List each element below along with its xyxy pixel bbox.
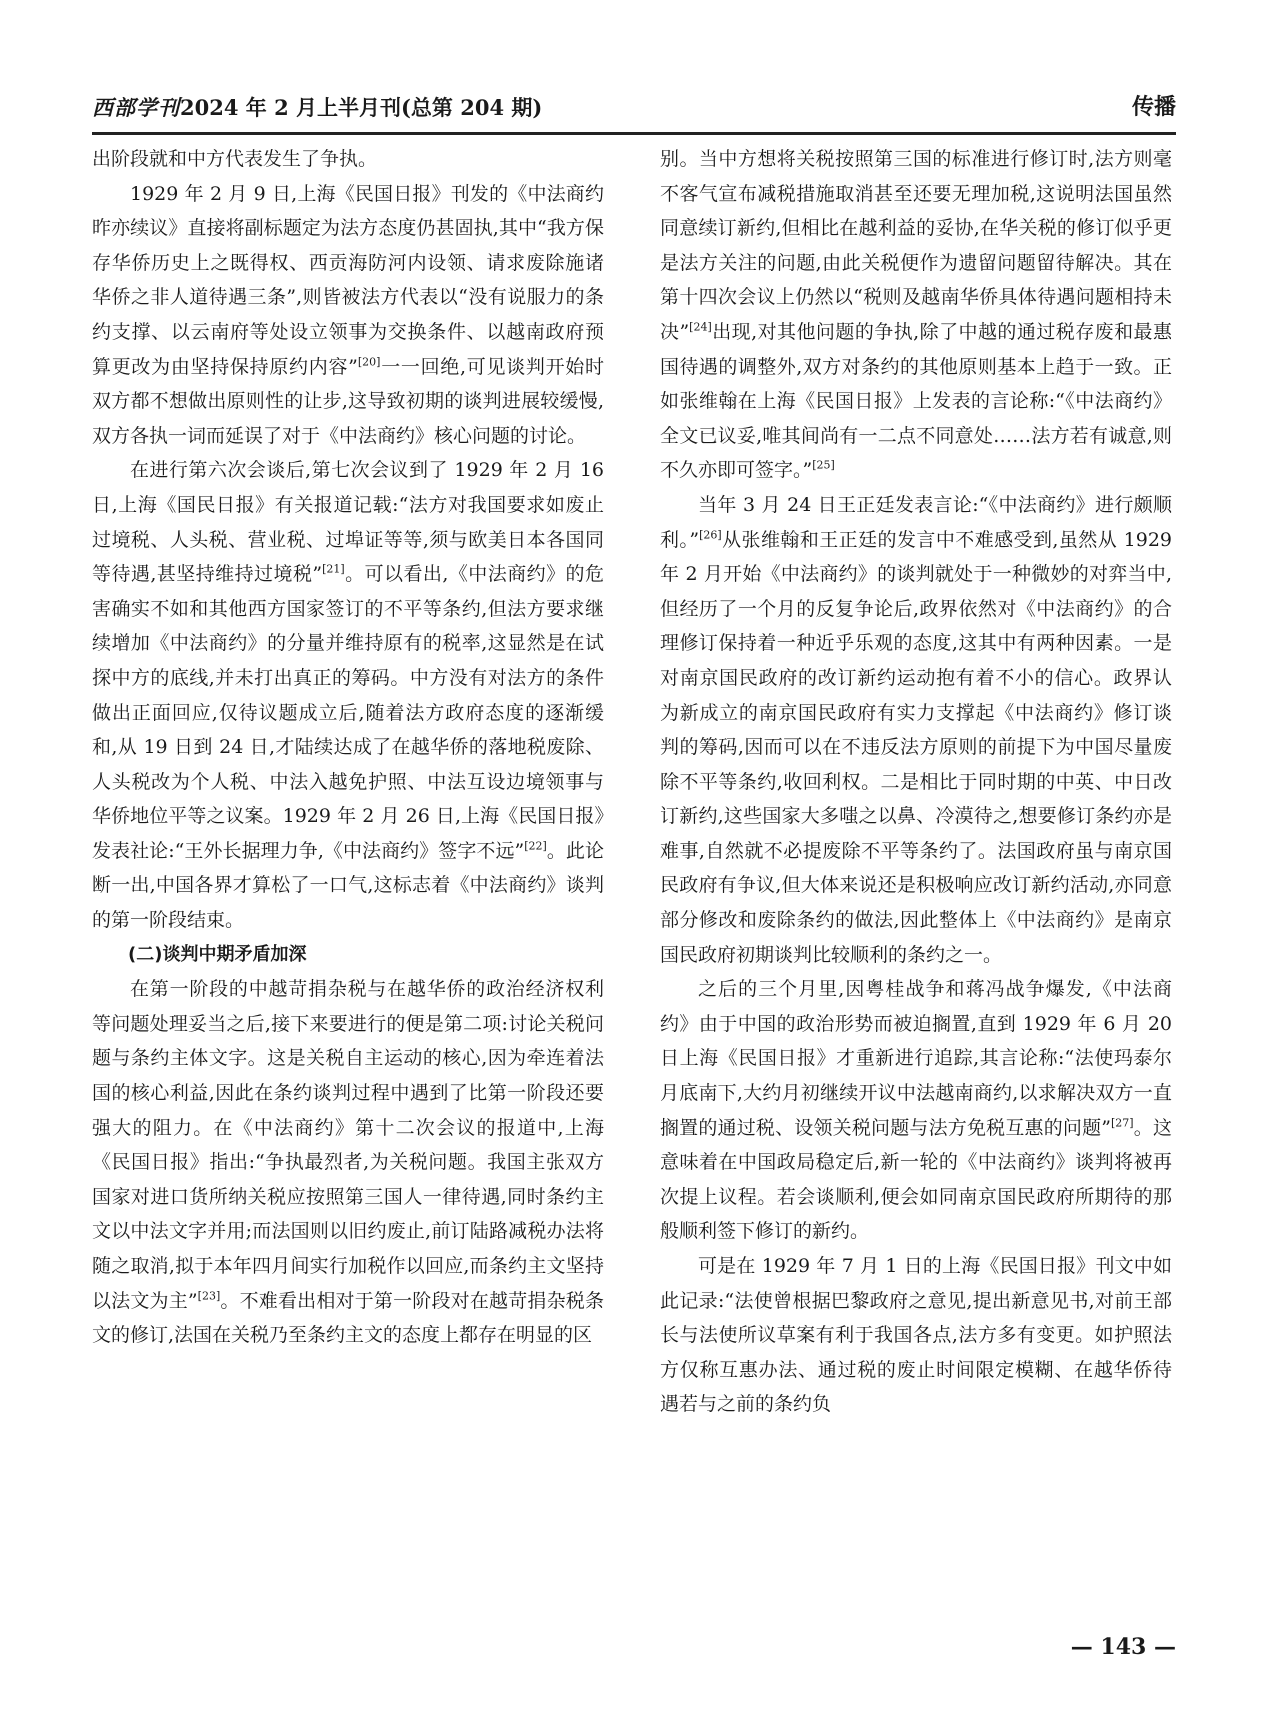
- section-title: 传播: [1131, 94, 1176, 120]
- issue-info: 2024 年 2 月上半月刊(总第 204 期): [180, 95, 543, 120]
- citation: [26]: [699, 528, 722, 542]
- citation: [23]: [197, 1289, 221, 1303]
- citation: [25]: [812, 459, 835, 473]
- paragraph: 出阶段就和中方代表发生了争执。: [92, 148, 378, 170]
- paragraph: 之后的三个月里,因粤桂战争和蒋冯战争爆发,《中法商约》由于中国的政治形势而被迫搁置,直到 1929 年 6 月 20 日上海《民国日报》才重新进行追踪,其言论称:“法使玛泰尔月底南下,大约月初继续开议中法越南商约,以求解决双方一直搁置的通过税、设领关税问题与法方免税互惠的问题”[27]。这意味着在中国政局稳定后,新一轮的《中法商约》谈判将被再次提上议程。若会谈顺利,便会如同南京国民政府所期待的那般顺利签下修订的新约。: [660, 978, 1172, 1243]
- left-column: [92, 142, 604, 1353]
- page-header: [92, 88, 1176, 135]
- citation: [21]: [322, 562, 345, 576]
- citation: [27]: [1111, 1116, 1134, 1130]
- citation: [20]: [357, 355, 381, 369]
- page-number: — 143 —: [1070, 1634, 1176, 1660]
- paragraph: 在进行第六次会谈后,第七次会议到了 1929 年 2 月 16 日,上海《国民日报》有关报道记载:“法方对我国要求如废止过境税、人头税、营业税、过埠证等等,须与欧美日本各国同等待遇,甚坚持维持过境税”[21]。可以看出,《中法商约》的危害确实不如和其他西方国家签订的不平等条约,但法方要求继续增加《中法商约》的分量并维持原有的税率,这显然是在试探中方的底线,并未打出真正的筹码。中方没有对法方的条件做出正面回应,仅待议题成立后,随着法方政府态度的逐渐缓和,从 19 日到 24 日,才陆续达成了在越华侨的落地税废除、人头税改为个人税、中法入越免护照、中法互设边境领事与华侨地位平等之议案。1929 年 2 月 26 日,上海《民国日报》发表社论:“王外长据理力争,《中法商约》签字不远”[22]。此论断一出,中国各界才算松了一口气,这标志着《中法商约》谈判的第一阶段结束。: [92, 459, 604, 932]
- paragraph: 在第一阶段的中越苛捐杂税与在越华侨的政治经济权利等问题处理妥当之后,接下来要进行的便是第二项:讨论关税问题与条约主体文字。这是关税自主运动的核心,因为牵连着法国的核心利益,因此在条约谈判过程中遇到了比第一阶段还要强大的阻力。在《中法商约》第十二次会议的报道中,上海《民国日报》指出:“争执最烈者,为关税问题。我国主张双方国家对进口货所纳关税应按照第三国人一律待遇,同时条约主文以中法文字并用;而法国则以旧约废止,前订陆路减税办法将随之取消,拟于本年四月间实行加税作以回应,而条约主文坚持以法文为主”[23]。不难看出相对于第一阶段对在越苛捐杂税条文的修订,法国在关税乃至条约主文的态度上都存在明显的区: [92, 978, 604, 1347]
- citation: [24]: [689, 320, 712, 334]
- citation: [22]: [524, 839, 547, 853]
- section-subheading: (二)谈判中期矛盾加深: [128, 943, 307, 965]
- right-column: [660, 142, 1172, 1422]
- journal-logo: 西部学刊: [92, 95, 180, 120]
- paragraph: 1929 年 2 月 9 日,上海《民国日报》刊发的《中法商约昨亦续议》直接将副标题定为法方态度仍甚固执,其中“我方保存华侨历史上之既得权、西贡海防河内设领、请求废除施诸华侨之非人道待遇三条”,则皆被法方代表以“没有说服力的条约支撑、以云南府等处设立领事为交换条件、以越南政府预算更改为由坚持保持原约内容”[20]一一回绝,可见谈判开始时双方都不想做出原则性的让步,这导致初期的谈判进展较缓慢,双方各执一词而延误了对于《中法商约》核心问题的讨论。: [92, 182, 604, 447]
- paragraph: 当年 3 月 24 日王正廷发表言论:“《中法商约》进行颇顺利。”[26]从张维翰和王正廷的发言中不难感受到,虽然从 1929 年 2 月开始《中法商约》的谈判就处于一种微妙的对弈当中,但经历了一个月的反复争论后,政界依然对《中法商约》的合理修订保持着一种近乎乐观的态度,这其中有两种因素。一是对南京国民政府的改订新约运动抱有着不小的信心。政界认为新成立的南京国民政府有实力支撑起《中法商约》修订谈判的筹码,因而可以在不违反法方原则的前提下为中国尽量废除不平等条约,收回利权。二是相比于同时期的中英、中日改订新约,这些国家大多嗤之以鼻、冷漠待之,想要修订条约亦是难事,自然就不必提废除不平等条约了。法国政府虽与南京国民政府有争议,但大体来说还是积极响应改订新约活动,亦同意部分修改和废除条约的做法,因此整体上《中法商约》是南京国民政府初期谈判比较顺利的条约之一。: [660, 493, 1172, 966]
- journal-issue: [92, 92, 542, 122]
- paragraph: 可是在 1929 年 7 月 1 日的上海《民国日报》刊文中如此记录:“法使曾根据巴黎政府之意见,提出新意见书,对前王部长与法使所议草案有利于我国各点,法方多有变更。如护照法方仅称互惠办法、通过税的废止时间限定模糊、在越华侨待遇若与之前的条约负: [660, 1255, 1172, 1416]
- paragraph: 别。当中方想将关税按照第三国的标准进行修订时,法方则毫不客气宣布减税措施取消甚至还要无理加税,这说明法国虽然同意续订新约,但相比在越利益的妥协,在华关税的修订似乎更是法方关注的问题,由此关税便作为遗留问题留待解决。其在第十四次会议上仍然以“税则及越南华侨具体待遇问题相持未决”[24]出现,对其他问题的争执,除了中越的通过税存废和最惠国待遇的调整外,双方对条约的其他原则基本上趋于一致。正如张维翰在上海《民国日报》上发表的言论称:“《中法商约》全文已议妥,唯其间尚有一二点不同意处……法方若有诚意,则不久亦即可签字。”[25]: [660, 148, 1172, 482]
